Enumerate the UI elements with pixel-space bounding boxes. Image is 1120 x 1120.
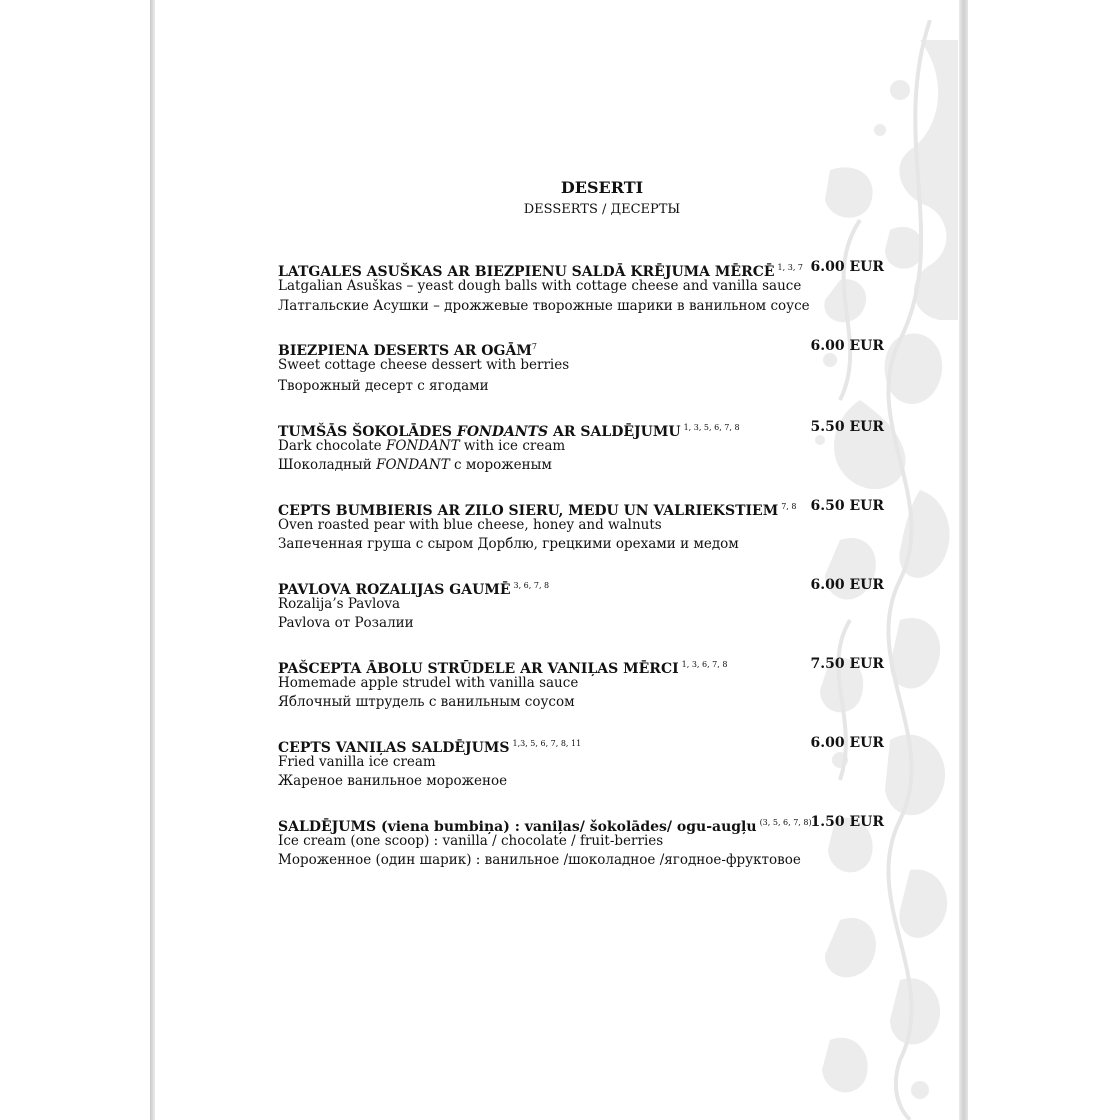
- item-desc-en: Dark chocolate FONDANT with ice cream: [278, 437, 566, 454]
- menu-item: [278, 497, 890, 555]
- menu-subtitle: DESSERTS / ДЕСЕРТЫ: [523, 202, 681, 217]
- item-price: 6.00 EUR: [810, 576, 884, 593]
- allergen-codes: 1, 3, 7: [777, 263, 803, 272]
- item-name-lv: PAVLOVA ROZALIJAS GAUMĒ $^{3, 6, 7, 8}$: [278, 580, 550, 598]
- item-name-lv: CEPTS BUMBIERIS AR ZILO SIERU, MEDU UN VALRIEKSTIEM $^{7, 8}$: [278, 501, 797, 519]
- item-desc-en: Sweet cottage cheese dessert with berries: [278, 357, 570, 373]
- menu-item: [278, 813, 890, 871]
- menu-item: [278, 418, 890, 476]
- page-border-left: [150, 0, 155, 1120]
- allergen-codes: 1, 3, 6, 7, 8: [681, 659, 728, 669]
- menu-item: [278, 576, 890, 634]
- item-name-lv: LATGALES ASUŠKAS AR BIEZPIENU SALDĀ KRĒJUMA MĒRCĒ $^{1, 3, 7}$: [278, 263, 803, 280]
- item-desc-en: Fried vanilla ice cream: [278, 753, 436, 770]
- item-desc-ru: Латгальские Асушки – дрожжевые творожные шарики в ванильном соусе: [278, 297, 810, 314]
- item-desc-en: Ice cream (one scoop) : vanilla / chocolate / fruit-berries: [278, 832, 664, 849]
- item-price: 6.00 EUR: [810, 338, 884, 354]
- item-price: 6.00 EUR: [810, 259, 884, 275]
- menu-item: [278, 337, 890, 397]
- allergen-codes: 1,3, 5, 6, 7, 8, 11: [512, 738, 582, 748]
- item-desc-ru: Мороженное (один шарик) : ванильное /шоколадное /ягодное-фруктовое: [278, 852, 801, 868]
- item-desc-ru: Запеченная груша с сыром Дорблю, грецкими орехами и медом: [278, 536, 739, 552]
- allergen-codes: (3, 5, 6, 7, 8): [759, 817, 812, 827]
- item-desc-en: Latgalian Asuškas – yeast dough balls with cottage cheese and vanilla sauce: [278, 278, 802, 294]
- item-price: 6.50 EUR: [810, 497, 884, 514]
- item-price: 5.50 EUR: [810, 418, 884, 435]
- item-name-lv: CEPTS VANIĻAS SALDĒJUMS $^{1,3, 5, 6, 7, 8, 11}$: [278, 738, 582, 756]
- menu-item: [278, 258, 890, 316]
- item-price: 1.50 EUR: [810, 813, 884, 830]
- item-name-lv: SALDĒJUMS (viena bumbiņa) : vaniļas/ šokolādes/ ogu-augļu $^{(3, 5, 6, 7, 8)}$: [278, 817, 812, 835]
- item-desc-ru: Творожный десерт с ягодами: [278, 378, 489, 394]
- item-name-lv: TUMŠĀS ŠOKOLĀDES FONDANTS AR SALDĒJUMU $^{1, 3, 5, 6, 7, 8}$: [278, 422, 740, 440]
- item-desc-ru: Шоколадный FONDANT с мороженым: [278, 457, 552, 473]
- item-price: 6.00 EUR: [810, 734, 884, 751]
- allergen-codes: 7: [531, 342, 537, 351]
- item-desc-ru: Жареное ванильное мороженое: [278, 773, 508, 789]
- item-desc-en: Rozalija’s Pavlova: [278, 595, 401, 612]
- item-desc-en: Oven roasted pear with blue cheese, honey and walnuts: [278, 516, 662, 533]
- item-name-lv: BIEZPIENA DESERTS AR OGĀM$^7$: [278, 342, 537, 359]
- item-name-lv: PAŠCEPTA ĀBOLU STRŪDELE AR VANIĻAS MĒRCI $^{1, 3, 6, 7, 8}$: [278, 659, 728, 677]
- item-desc-en: Homemade apple strudel with vanilla sauce: [278, 674, 579, 691]
- menu-item: [278, 655, 890, 713]
- page-border-right: [959, 0, 968, 1120]
- item-desc-ru: Яблочный штрудель с ванильным соусом: [278, 694, 575, 710]
- item-price: 7.50 EUR: [810, 655, 884, 672]
- dessert-menu: [278, 258, 890, 892]
- allergen-codes: 3, 6, 7, 8: [513, 580, 550, 590]
- menu-title: DESERTI: [560, 178, 644, 197]
- allergen-codes: 7, 8: [781, 501, 797, 511]
- item-desc-ru: Pavlova от Розалии: [278, 615, 414, 631]
- allergen-codes: 1, 3, 5, 6, 7, 8: [683, 422, 740, 432]
- menu-item: [278, 734, 890, 792]
